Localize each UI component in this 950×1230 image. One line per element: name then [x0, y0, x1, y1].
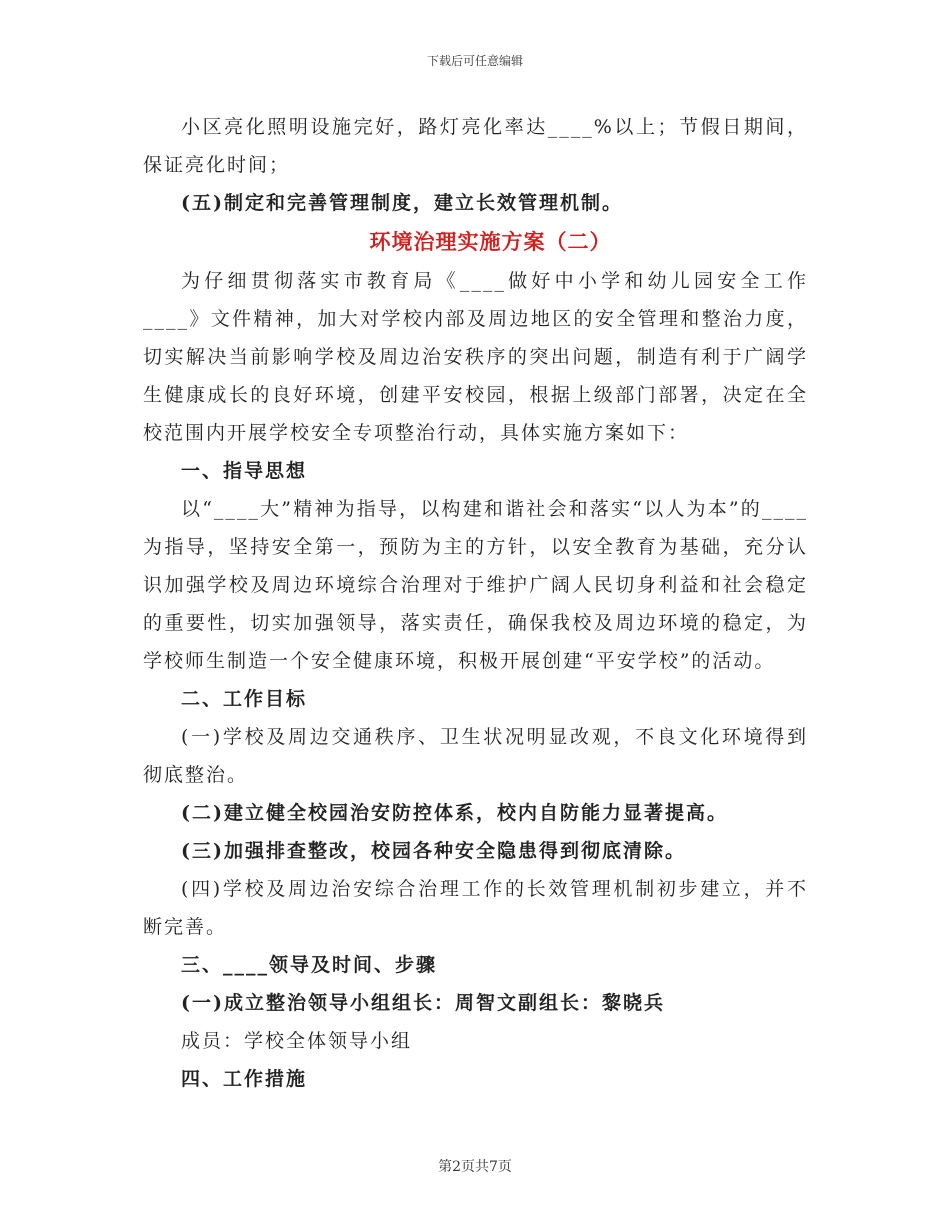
paragraph-goal-1: (一)学校及周边交通秩序、卫生状况明显改观，不良文化环境得到彻底整治。 [143, 726, 808, 786]
heading-management-system: (五)制定和完善管理制度，建立长效管理机制。 [181, 192, 623, 214]
heading-guiding-ideology: 一、指导思想 [181, 460, 308, 482]
page-header: 下载后可任意编辑 [426, 54, 523, 68]
paragraph-members: 成员：学校全体领导小组 [181, 1030, 413, 1052]
paragraph-lighting: 小区亮化照明设施完好，路灯亮化率达____%以上；节假日期间，保证亮化时间； [143, 116, 808, 176]
paragraph-guiding-ideology: 以“____大”精神为指导，以构建和谐社会和落实“以人为本”的____为指导，坚持安全第一，预防为主的方针，以安全教育为基础，充分认识加强学校及周边环境综合治理对于维护广阔人民切身利益和社会稳定的重要性，切实加强领导，落实责任，确保我校及周边环境的稳定，为学校师生制造一个安全健康环境，积极开展创建“平安学校”的活动。 [143, 498, 808, 672]
page-number: 第2页共7页 [438, 1159, 512, 1175]
heading-work-goals: 二、工作目标 [181, 688, 308, 710]
paragraph-goal-2: (二)建立健全校园治安防控体系，校内自防能力显著提高。 [181, 802, 728, 824]
paragraph-leadership-group: (一)成立整治领导小组组长：周智文副组长：黎晓兵 [181, 992, 665, 1014]
paragraph-intro: 为仔细贯彻落实市教育局《____做好中小学和幼儿园安全工作____》文件精神，加大对学校内部及周边地区的安全管理和整治力度，切实解决当前影响学校及周边治安秩序的突出问题，制造有利于广阔学生健康成长的良好环境，创建平安校园，根据上级部门部署，决定在全校范围内开展学校安全专项整治行动，具体实施方案如下： [143, 270, 808, 444]
paragraph-goal-4: (四)学校及周边治安综合治理工作的长效管理机制初步建立，并不断完善。 [143, 878, 808, 938]
document-body [143, 108, 808, 1098]
paragraph-goal-3: (三)加强排查整改，校园各种安全隐患得到彻底清除。 [181, 840, 686, 862]
heading-leadership-steps: 三、____领导及时间、步骤 [181, 954, 438, 976]
section-title: 环境治理实施方案（二） [369, 229, 612, 254]
heading-work-measures: 四、工作措施 [181, 1068, 308, 1090]
